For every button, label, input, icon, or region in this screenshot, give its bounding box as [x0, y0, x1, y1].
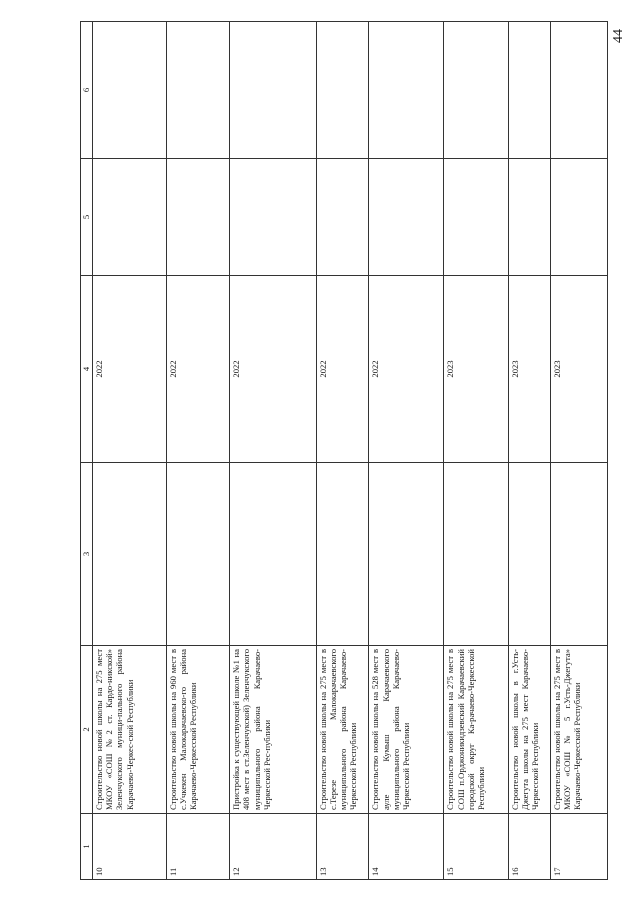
- row-year: 2023: [550, 276, 607, 463]
- empty-cell: [444, 22, 508, 159]
- empty-cell: [369, 159, 444, 276]
- row-description: Строительство новой школы на 275 мест в с.Терезе Малокарачаевского муниципального района Карачаево-Черкесской Республики: [316, 646, 369, 814]
- empty-cell: [93, 463, 167, 646]
- row-number: 14: [369, 814, 444, 880]
- row-number: 13: [316, 814, 369, 880]
- row-description: Строительство новой школы в г.Усть-Джегута школы на 275 мест Карачаево-Черкесской Республики: [508, 646, 550, 814]
- row-year: 2023: [508, 276, 550, 463]
- empty-cell: [230, 463, 317, 646]
- row-description: Строительство новой школы на 275 мест МКОУ «СОШ №2 ст. Кардо-никской» Зеленчукского муници-пального района Карачаево-Черкес-ской Республики: [93, 646, 167, 814]
- page-number: 44: [611, 29, 626, 43]
- table-row: [230, 22, 317, 880]
- empty-cell: [550, 463, 607, 646]
- row-number: 16: [508, 814, 550, 880]
- row-year: 2022: [166, 276, 229, 463]
- header-cell: 4: [81, 276, 93, 463]
- empty-cell: [369, 463, 444, 646]
- header-row: [81, 22, 93, 880]
- row-number: 12: [230, 814, 317, 880]
- row-number: 11: [166, 814, 229, 880]
- row-description: Строительство новой школы на 275 мест в СОШ п.Орджоникидзевский Карачаевский городской округ Ка-рачаево-Черкесской Республики: [444, 646, 508, 814]
- empty-cell: [550, 22, 607, 159]
- row-description: Строительство новой школы на 528 мест в ауле Кумыш Карачаевского муниципального района Карачаево-Черкесской Республики: [369, 646, 444, 814]
- table-row: [166, 22, 229, 880]
- schools-table: [80, 21, 608, 880]
- empty-cell: [508, 22, 550, 159]
- empty-cell: [444, 159, 508, 276]
- table-row: [369, 22, 444, 880]
- empty-cell: [444, 463, 508, 646]
- row-number: 10: [93, 814, 167, 880]
- row-number: 17: [550, 814, 607, 880]
- empty-cell: [508, 159, 550, 276]
- table-row: [550, 22, 607, 880]
- empty-cell: [166, 159, 229, 276]
- empty-cell: [316, 463, 369, 646]
- row-number: 15: [444, 814, 508, 880]
- table-row: [93, 22, 167, 880]
- row-year: 2023: [444, 276, 508, 463]
- empty-cell: [550, 159, 607, 276]
- table-row: [316, 22, 369, 880]
- empty-cell: [93, 22, 167, 159]
- header-cell: 3: [81, 463, 93, 646]
- empty-cell: [230, 22, 317, 159]
- row-year: 2022: [230, 276, 317, 463]
- header-cell: 5: [81, 159, 93, 276]
- empty-cell: [166, 463, 229, 646]
- row-description: Строительство новой школы на 275 мест в МКОУ «СОШ № 5 г.Усть-Джегута» Карачаево-Черкесской Республики: [550, 646, 607, 814]
- rotated-table-wrapper: [80, 22, 608, 880]
- row-description: Пристройка к существующей школе №1 на 408 мест в ст.Зеленчукской) Зеленчукского муниципального района Карачаево-Черкесской Рес-публики: [230, 646, 317, 814]
- row-description: Строительство новой школы на 960 мест в с.Учкекен Малокарачаевско-го района Карачаево-Черкесской Республики: [166, 646, 229, 814]
- empty-cell: [166, 22, 229, 159]
- row-year: 2022: [93, 276, 167, 463]
- table-row: [444, 22, 508, 880]
- empty-cell: [316, 159, 369, 276]
- empty-cell: [316, 22, 369, 159]
- header-cell: 1: [81, 814, 93, 880]
- header-cell: 6: [81, 22, 93, 159]
- table-row: [508, 22, 550, 880]
- row-year: 2022: [369, 276, 444, 463]
- empty-cell: [508, 463, 550, 646]
- row-year: 2022: [316, 276, 369, 463]
- empty-cell: [230, 159, 317, 276]
- empty-cell: [93, 159, 167, 276]
- header-cell: 2: [81, 646, 93, 814]
- empty-cell: [369, 22, 444, 159]
